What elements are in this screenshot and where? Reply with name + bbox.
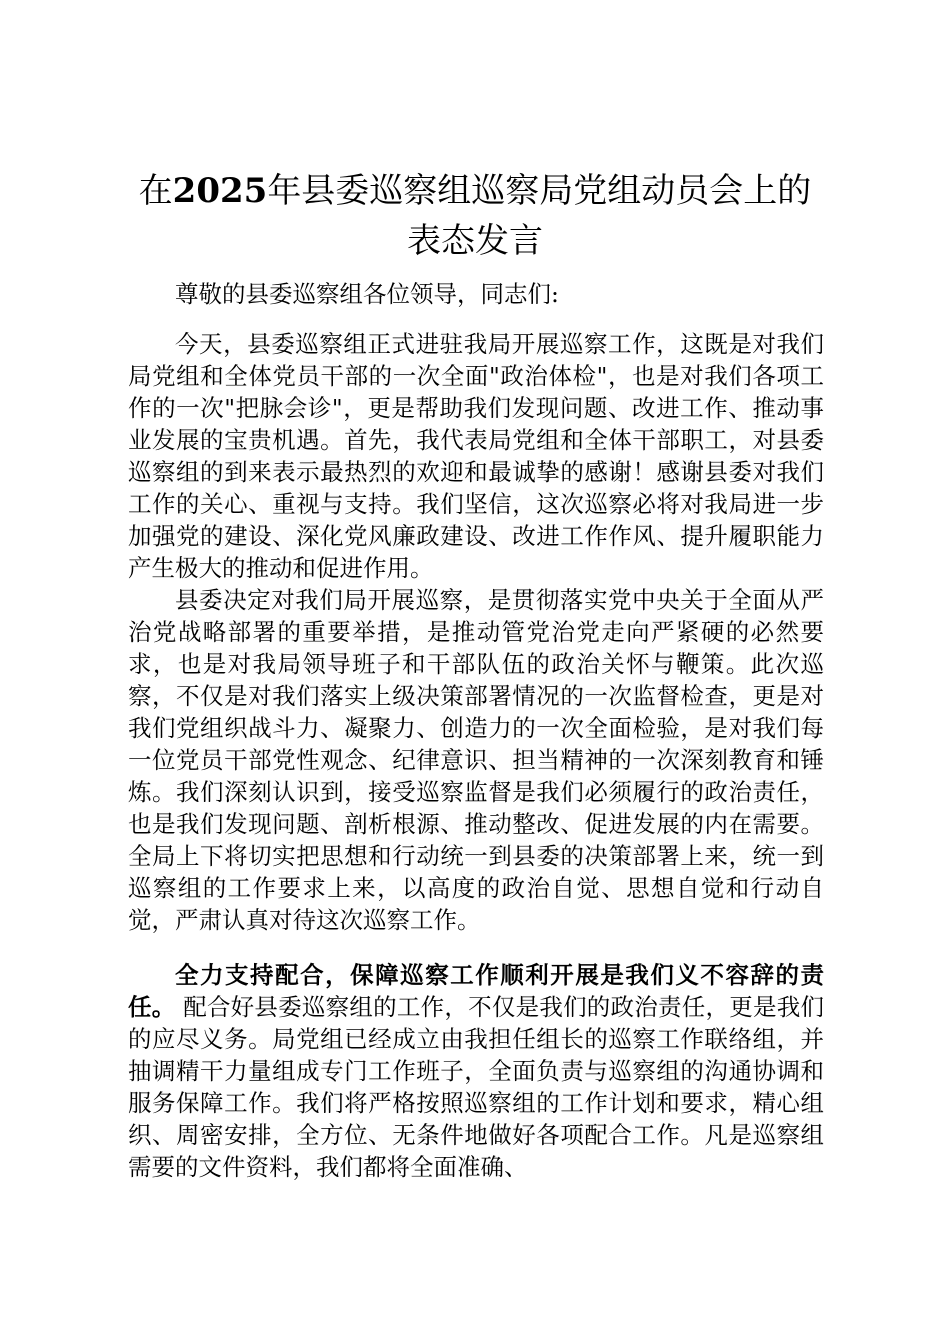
title-line-2: 表态发言 (407, 221, 543, 261)
title-year: 2025 (172, 171, 268, 211)
paragraph-2: 县委决定对我们局开展巡察，是贯彻落实党中央关于全面从严治党战略部署的重要举措，是推动管党治党走向严紧硬的必然要求，也是对我局领导班子和干部队伍的政治关怀与鞭策。此次巡察，不仅是对我们落实上级决策部署情况的一次监督检查，更是对我们党组织战斗力、凝聚力、创造力的一次全面检验，是对我们每一位党员干部党性观念、纪律意识、担当精神的一次深刻教育和锤炼。我们深刻认识到，接受巡察监督是我们必须履行的政治责任，也是我们发现问题、剖析根源、推动整改、促进发展的内在需要。全局上下将切实把思想和行动统一到县委的决策部署上来，统一到巡察组的工作要求上来，以高度的政治自觉、思想自觉和行动自觉，严肃认真对待这次巡察工作。 (128, 586, 824, 934)
paragraph-3 (128, 959, 824, 1183)
paragraph-3-heading: 全力支持配合，保障巡察工作顺利开展是我们义不容辞的责任。 (128, 961, 824, 1021)
paragraph-1: 今天，县委巡察组正式进驻我局开展巡察工作，这既是对我们局党组和全体党员干部的一次全面"政治体检"，也是对我们各项工作的一次"把脉会诊"，更是帮助我们发现问题、改进工作、推动事业发展的宝贵机遇。首先，我代表局党组和全体干部职工，对县委巡察组的到来表示最热烈的欢迎和最诚挚的感谢！感谢县委对我们工作的关心、重视与支持。我们坚信，这次巡察必将对我局进一步加强党的建设、深化党风廉政建设、改进工作作风、提升履职能力产生极大的推动和促进作用。 (128, 330, 824, 582)
salutation: 尊敬的县委巡察组各位领导，同志们: (175, 280, 559, 308)
title-line-1 (128, 166, 822, 216)
document-title (128, 166, 822, 266)
title-suffix: 年县委巡察组巡察局党组动员会上的 (267, 171, 812, 211)
paragraph-3-body: 配合好县委巡察组的工作，不仅是我们的政治责任，更是我们的应尽义务。局党组已经成立由我担任组长的巡察工作联络组，并抽调精干力量组成专门工作班子，全面负责与巡察组的沟通协调和服务保障工作。我们将严格按照巡察组的工作计划和要求，精心组织、周密安排，全方位、无条件地做好各项配合工作。凡是巡察组需要的文件资料，我们都将全面准确、 (128, 993, 824, 1181)
title-prefix: 在 (138, 171, 173, 211)
